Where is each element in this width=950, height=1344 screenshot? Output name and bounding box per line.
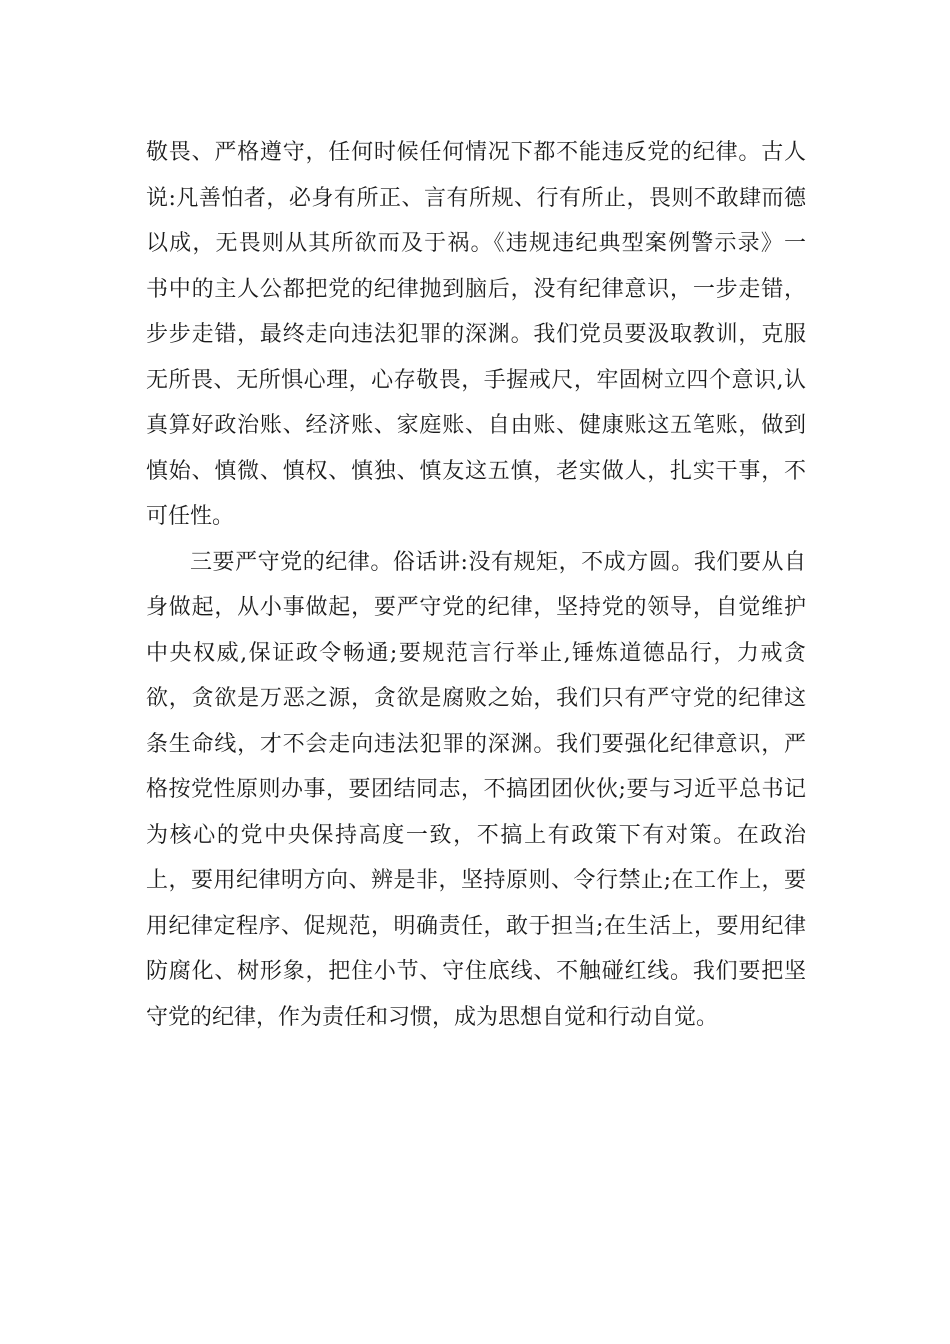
text-line: 可任性。 [146,504,235,529]
text-line: 用纪律定程序、促规范，明确责任，敢于担当;在生活上，要用纪律 [146,913,806,939]
text-line: 慎始、慎微、慎权、慎独、慎友这五慎，老实做人，扎实干事，不 [146,458,806,484]
text-line: 步步走错，最终走向违法犯罪的深渊。我们党员要汲取教训，克服 [146,322,806,347]
text-line: 三要严守党的纪律。俗话讲:没有规矩，不成方圆。我们要从自 [190,549,806,575]
text-line: 无所畏、无所惧心理，心存敬畏，手握戒尺，牢固树立四个意识,认 [146,367,806,393]
text-line: 防腐化、树形象，把住小节、守住底线、不触碰红线。我们要把坚 [146,959,806,984]
text-line: 欲，贪欲是万恶之源，贪欲是腐败之始，我们只有严守党的纪律这 [146,686,806,711]
text-line: 真算好政治账、经济账、家庭账、自由账、健康账这五笔账，做到 [146,413,806,438]
text-line: 条生命线，才不会走向违法犯罪的深渊。我们要强化纪律意识，严 [146,731,806,757]
text-line: 为核心的党中央保持高度一致，不搞上有政策下有对策。在政治 [146,822,806,848]
document-body [146,130,806,1040]
text-line: 身做起，从小事做起，要严守党的纪律，坚持党的领导，自觉维护 [146,595,806,620]
text-line: 中央权威,保证政令畅通;要规范言行举止,锤炼道德品行，力戒贪 [146,640,806,666]
paragraph-1 [146,130,806,540]
text-line: 以成，无畏则从其所欲而及于祸。《违规违纪典型案例警示录》一 [146,231,806,256]
text-line: 守党的纪律，作为责任和习惯，成为思想自觉和行动自觉。 [146,1004,719,1030]
text-line: 上，要用纪律明方向、辨是非，坚持原则、令行禁止;在工作上，要 [146,868,806,893]
text-line: 说:凡善怕者，必身有所正、言有所规、行有所止，畏则不敢肆而德 [146,185,806,211]
text-line: 敬畏、严格遵守，任何时候任何情况下都不能违反党的纪律。古人 [146,140,806,165]
text-line: 格按党性原则办事，要团结同志，不搞团团伙伙;要与习近平总书记 [146,777,806,802]
text-line: 书中的主人公都把党的纪律抛到脑后，没有纪律意识，一步走错， [146,276,806,302]
paragraph-2 [146,540,806,1041]
